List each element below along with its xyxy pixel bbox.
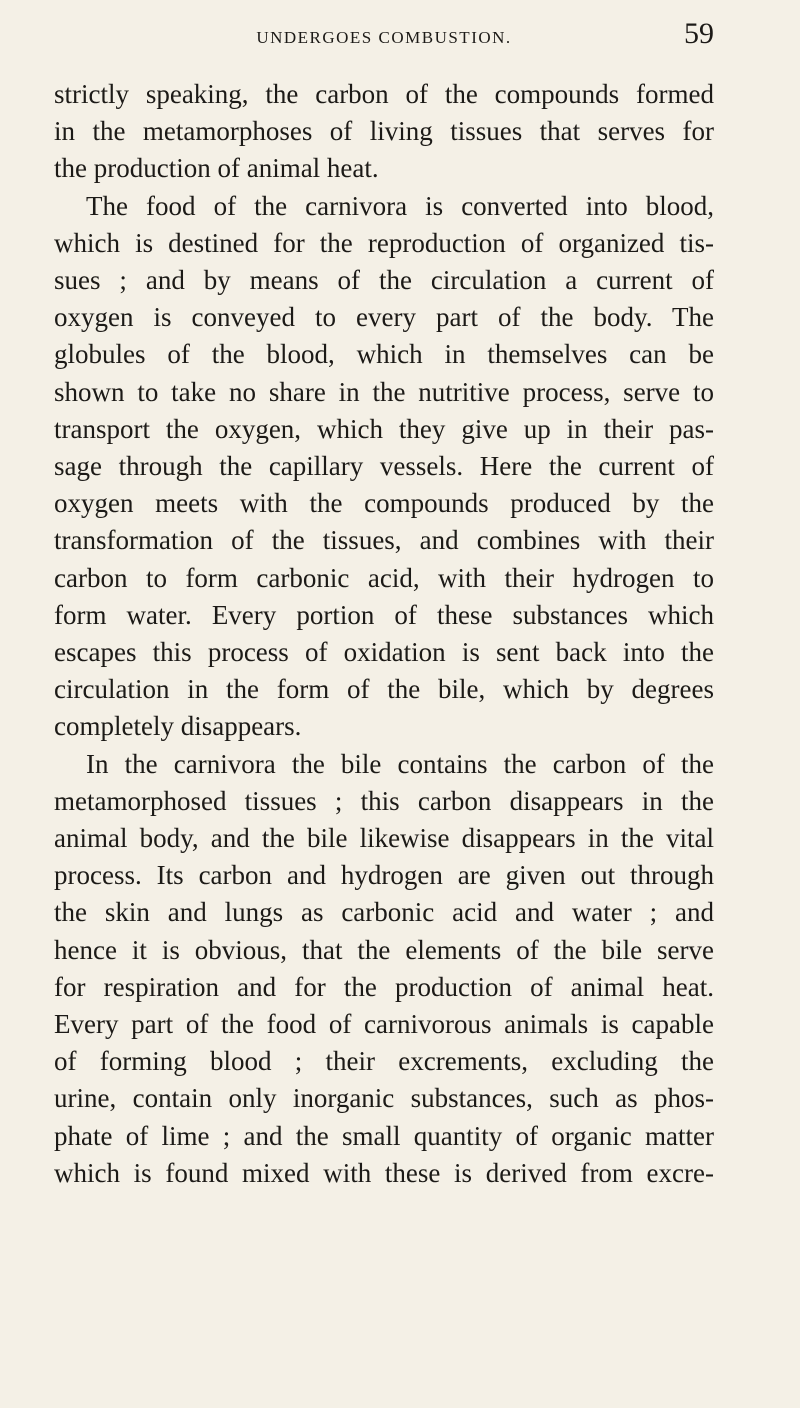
text-line: metamorphosed tissues ; this carbon disappears in the (54, 785, 714, 816)
text-line: sage through the capillary vessels. Here the current of (54, 451, 714, 482)
text-line: transport the oxygen, which they give up in their pas- (54, 413, 714, 444)
text-line: oxygen meets with the compounds produced by the (54, 488, 714, 519)
text-line: Every part of the food of carnivorous animals is capable (54, 1009, 714, 1040)
text-line: circulation in the form of the bile, which by degrees (54, 674, 714, 705)
text-line: globules of the blood, which in themselves can be (54, 339, 714, 370)
text-line: in the metamorphoses of living tissues that serves for (54, 116, 714, 147)
text-line: process. Its carbon and hydrogen are given out through (54, 860, 714, 891)
text-line: which is destined for the reproduction of organized tis- (54, 227, 714, 258)
text-line: In the carnivora the bile contains the carbon of the (86, 748, 714, 779)
text-line: completely disappears. (54, 711, 302, 742)
body-text (54, 76, 714, 1192)
text-line: shown to take no share in the nutritive process, serve to (54, 376, 714, 407)
text-line: animal body, and the bile likewise disappears in the vital (54, 823, 714, 854)
page-number: 59 (684, 17, 714, 50)
text-line: form water. Every portion of these substances which (54, 599, 714, 630)
text-line: for respiration and for the production of animal heat. (54, 971, 714, 1002)
text-line: oxygen is conveyed to every part of the body. The (54, 302, 714, 333)
text-line: urine, contain only inorganic substances, such as phos- (54, 1083, 714, 1114)
text-line: which is found mixed with these is derived from excre- (54, 1157, 714, 1188)
text-line: of forming blood ; their excrements, excluding the (54, 1046, 714, 1077)
text-line: The food of the carnivora is converted into blood, (86, 190, 714, 221)
text-line: the skin and lungs as carbonic acid and water ; and (54, 897, 714, 928)
text-line: transformation of the tissues, and combines with their (54, 525, 714, 556)
text-line: hence it is obvious, that the elements of the bile serve (54, 934, 714, 965)
text-line: sues ; and by means of the circulation a current of (54, 265, 714, 296)
text-line: escapes this process of oxidation is sent back into the (54, 637, 714, 668)
text-line: the production of animal heat. (54, 153, 379, 184)
running-head (54, 14, 714, 54)
text-line: carbon to form carbonic acid, with their hydrogen to (54, 562, 714, 593)
text-line: phate of lime ; and the small quantity of organic matter (54, 1120, 714, 1151)
text-line: strictly speaking, the carbon of the compounds formed (54, 79, 714, 109)
running-title: UNDERGOES COMBUSTION. (256, 28, 512, 47)
